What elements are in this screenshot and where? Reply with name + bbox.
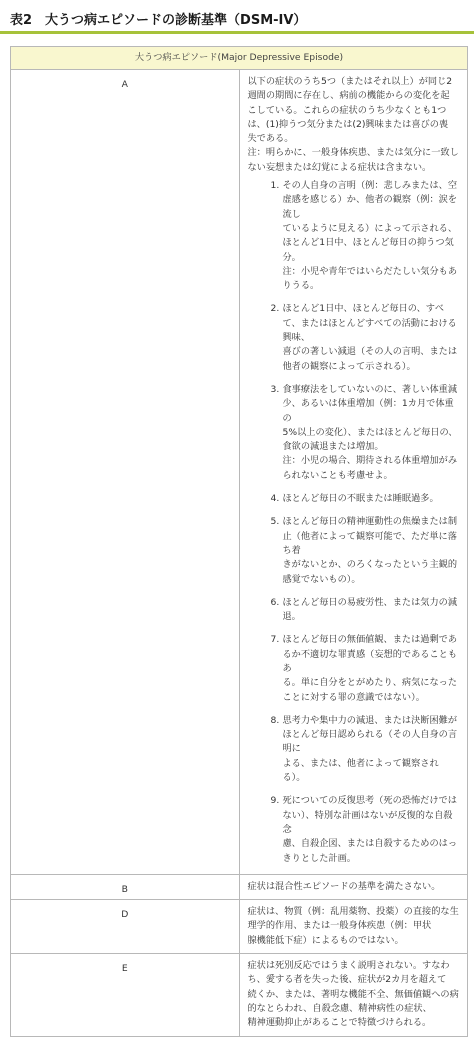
text-line: 食事療法をしていないのに、著しい体重減少、あるいは体重増加（例：1カ月で体重の — [282, 383, 458, 424]
text-line: ほとんど毎日の易疲労性、または気力の減退。 — [282, 596, 458, 623]
list-item — [271, 714, 460, 785]
text-line: ているように見える）によって示される、ほとんど1日中、ほとんど毎日の抑うつ気分。 — [282, 222, 458, 263]
text-line: ほとんど毎日の精神運動性の焦燥または制止（他者によって観察可能で、ただ単に落ち着 — [282, 516, 458, 556]
text-line: ほとんど毎日の不眠または睡眠過多。 — [282, 493, 439, 505]
list-item — [271, 794, 460, 865]
title-bar — [0, 0, 474, 34]
text-line: 症状は混合性エピソードの基準を満たさない。 — [247, 880, 441, 892]
text-line: きがないとか、のろくなったという主観的感覚でないもの）。 — [282, 559, 458, 585]
text-line: 腺機能低下症）によるものではない。 — [247, 934, 404, 946]
text-line: 思考力や集中力の減退、または決断困難がほとんど毎日認められる（その人自身の言明に — [282, 714, 458, 755]
criterion-letter: D — [11, 900, 240, 954]
criterion-letter: B — [11, 874, 240, 899]
list-item — [271, 383, 460, 483]
list-item — [271, 302, 460, 373]
text-line: よる、または、他者によって観察される）。 — [282, 757, 439, 784]
criterion-row-b — [11, 874, 468, 899]
text-line: る。単に自分をとがめたり、病気になったことに対する罪の意識ではない）。 — [282, 677, 458, 703]
criterion-body — [239, 70, 468, 875]
criterion-body — [239, 900, 468, 954]
criterion-row-d — [11, 900, 468, 954]
text-line: 注：小児や青年ではいらだたしい気分もありうる。 — [282, 265, 458, 292]
item-number: 8. — [270, 714, 280, 726]
criterion-body — [239, 874, 468, 899]
table-header-row — [11, 47, 468, 70]
list-item — [271, 179, 460, 293]
text-line: 以下の症状のうち5つ（またはそれ以上）が同じ2週間の期間に存在し、病前の機能からの変化を起 — [247, 76, 453, 102]
text-line: 注：小児の場合、期待される体重増加がみられないことも考慮せよ。 — [282, 455, 458, 481]
text-line: 続くか、または、著明な機能不全、無価値観への病的なとらわれ、自殺念慮、精神病性の症状、 — [247, 988, 459, 1014]
text-line: 死についての反復思考（死の恐怖だけではない）、特別な計画はないが反復的な自殺念 — [282, 795, 457, 835]
list-item — [271, 633, 460, 704]
criterion-letter: A — [11, 70, 240, 875]
text-line: ほとんど毎日の無価値観、または過剰であるか不適切な罪責感（妄想的であることもあ — [282, 634, 458, 674]
criteria-table — [10, 46, 468, 1037]
criterion-row-a — [11, 70, 468, 875]
criterion-body — [239, 954, 468, 1036]
item-number: 5. — [270, 516, 280, 528]
list-item — [271, 596, 460, 625]
text-line: 失である。 — [247, 133, 294, 145]
criterion-intro — [248, 75, 460, 146]
text-line: 慮、自殺企図、または自殺するためのはっきりとした計画。 — [282, 838, 458, 864]
page-title: 表2 大うつ病エピソードの診断基準（DSM-IV） — [10, 13, 307, 28]
text-line: その人自身の言明（例：悲しみまたは、空虚感を感じる）か、他者の観察（例：涙を流し — [282, 180, 458, 220]
criterion-row-e — [11, 954, 468, 1036]
criterion-letter: E — [11, 954, 240, 1036]
item-number: 3. — [270, 383, 280, 395]
text-line: こしている。これらの症状のうち少なくとも1つは、(1)抑うつ気分または(2)興味または喜びの喪 — [247, 104, 449, 130]
text-line: ほとんど1日中、ほとんど毎日の、すべて、またはほとんどすべての活動における興味、 — [282, 303, 457, 344]
text-line: 精神運動抑止があることで特徴づけられる。 — [247, 1017, 432, 1029]
item-number: 6. — [270, 596, 280, 608]
item-number: 1. — [270, 180, 280, 192]
list-item — [271, 492, 460, 506]
table-header: 大うつ病エピソード(Major Depressive Episode) — [11, 47, 468, 70]
text-line: 症状は、物質（例：乱用薬物、投薬）の直接的な生理学的作用、または一般身体疾患（例：甲状 — [247, 906, 459, 932]
item-number: 4. — [270, 493, 280, 505]
text-line: 喜びの著しい減退（その人の言明、または他者の観察によって示される）。 — [282, 346, 458, 372]
item-number: 7. — [270, 634, 280, 646]
list-item — [271, 515, 460, 586]
item-number: 9. — [270, 795, 280, 807]
criterion-note: 注：明らかに、一般身体疾患、または気分に一致しない妄想または幻覚による症状は含まない。 — [247, 147, 459, 173]
text-line: 5%以上の変化）、またはほとんど毎日の、食欲の減退または増加。 — [282, 426, 458, 453]
item-number: 2. — [270, 303, 280, 315]
text-line: 症状は死別反応ではうまく説明されない。すなわち、愛する者を失った後、症状が2カ月を超えて — [247, 960, 450, 986]
symptom-list — [248, 179, 460, 866]
